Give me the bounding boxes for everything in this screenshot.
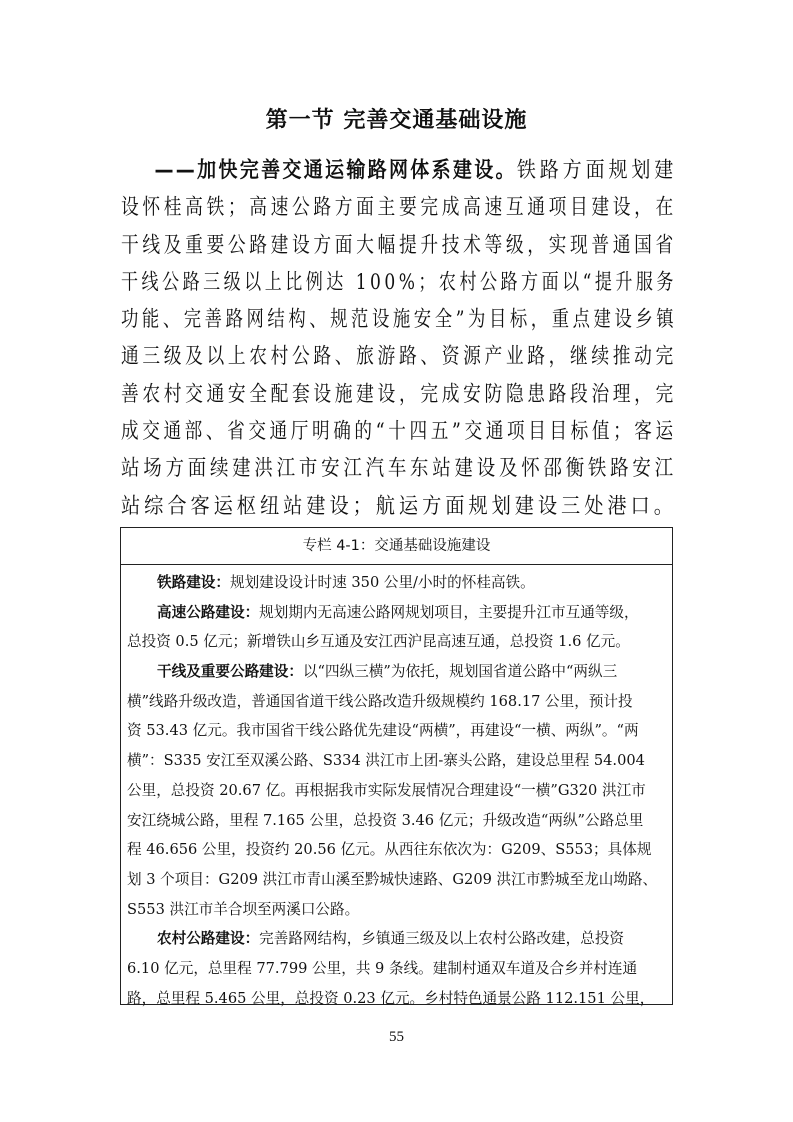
box-line: S553 洪江市羊合坝至两溪口公路。 — [127, 900, 360, 918]
intro-line: 功能、完善路网结构、规范设施安全”为目标，重点建设乡镇 — [121, 307, 678, 333]
box-line: 安江绕城公路，里程 7.165 公里，总投资 3.46 亿元；升级改造“两纵”公路总里 — [127, 811, 644, 829]
box-title: 专栏 4-1：交通基础设施建设 — [121, 528, 672, 565]
intro-line: 干线公路三级以上比例达 100%；农村公路方面以“提升服务 — [121, 269, 677, 295]
intro-line: 成交通部、省交通厅明确的“十四五”交通项目目标值；客运 — [121, 419, 677, 445]
box-line: 资 53.43 亿元。我市国省干线公路优先建设“两横”，再建设“一横、两纵”。“两 — [127, 722, 639, 740]
intro-line: 善农村交通安全配套设施建设，完成安防隐患路段治理，完 — [121, 381, 677, 407]
expressway-section: 高速公路建设：规划期内无高速公路网规划项目，主要提升江市互通等级， — [157, 603, 639, 621]
box-line: 6.10 亿元，总里程 77.799 公里，共 9 条线。建制村通双车道及合乡并村连通 — [127, 959, 638, 977]
box-line: 路，总里程 5.465 公里，总投资 0.23 亿元。乡村特色通景公路 112.151 公里， — [127, 989, 655, 1007]
box-line: 总投资 0.5 亿元；新增铁山乡互通及安江西沪昆高速互通，总投资 1.6 亿元。 — [127, 633, 630, 651]
box-line: 横”：S335 安江至双溪公路、S334 洪江市上团-寨头公路，建设总里程 54.004 — [127, 752, 645, 770]
expressway-heading: 高速公路建设： — [157, 603, 260, 621]
box-line: 程 46.656 公里，投资约 20.56 亿元。从西往东依次为：G209、S553；具体规 — [127, 841, 652, 859]
rural-road-heading: 农村公路建设： — [157, 930, 260, 948]
railway-heading: 铁路建设： — [157, 574, 230, 591]
page-number: 55 — [389, 1029, 404, 1045]
section-title: 第一节 完善交通基础设施 — [265, 108, 528, 133]
trunk-road-section: 干线及重要公路建设：以“四纵三横”为依托，规划国省道公路中“两纵三 — [157, 663, 618, 681]
intro-lead: ——加快完善交通运输路网体系建设。 — [154, 158, 517, 183]
intro-paragraph — [121, 152, 677, 525]
feature-box — [120, 527, 673, 1005]
intro-line: 通三级及以上农村公路、旅游路、资源产业路，继续推动完 — [121, 344, 677, 370]
box-line: 横”线路升级改造，普通国省道干线公路改造升级规模约 168.17 公里，预计投 — [127, 692, 633, 710]
intro-line: 站综合客运枢纽站建设；航运方面规划建设三处港口。 — [121, 493, 677, 519]
intro-line: ——加快完善交通运输路网体系建设。铁路方面规划建 — [154, 158, 678, 183]
trunk-road-heading: 干线及重要公路建设： — [157, 663, 303, 681]
intro-line: 干线及重要公路建设方面大幅提升技术等级，实现普通国省 — [121, 232, 677, 258]
intro-line: 设怀桂高铁；高速公路方面主要完成高速互通项目建设，在 — [121, 195, 677, 221]
rural-road-section: 农村公路建设：完善路网结构，乡镇通三级及以上农村公路改建，总投资 — [157, 930, 625, 948]
box-line: 公里，总投资 20.67 亿。再根据我市实际发展情况合理建设“一横”G320 洪江市 — [127, 781, 646, 799]
box-line: 划 3 个项目：G209 洪江市青山溪至黔城快速路、G209 洪江市黔城至龙山坳路、 — [127, 870, 658, 888]
box-body — [121, 565, 672, 1013]
railway-section: 铁路建设：规划建设设计时速 350 公里/小时的怀桂高铁。 — [157, 574, 535, 591]
intro-line: 站场方面续建洪江市安江汽车东站建设及怀邵衡铁路安江 — [121, 456, 677, 482]
